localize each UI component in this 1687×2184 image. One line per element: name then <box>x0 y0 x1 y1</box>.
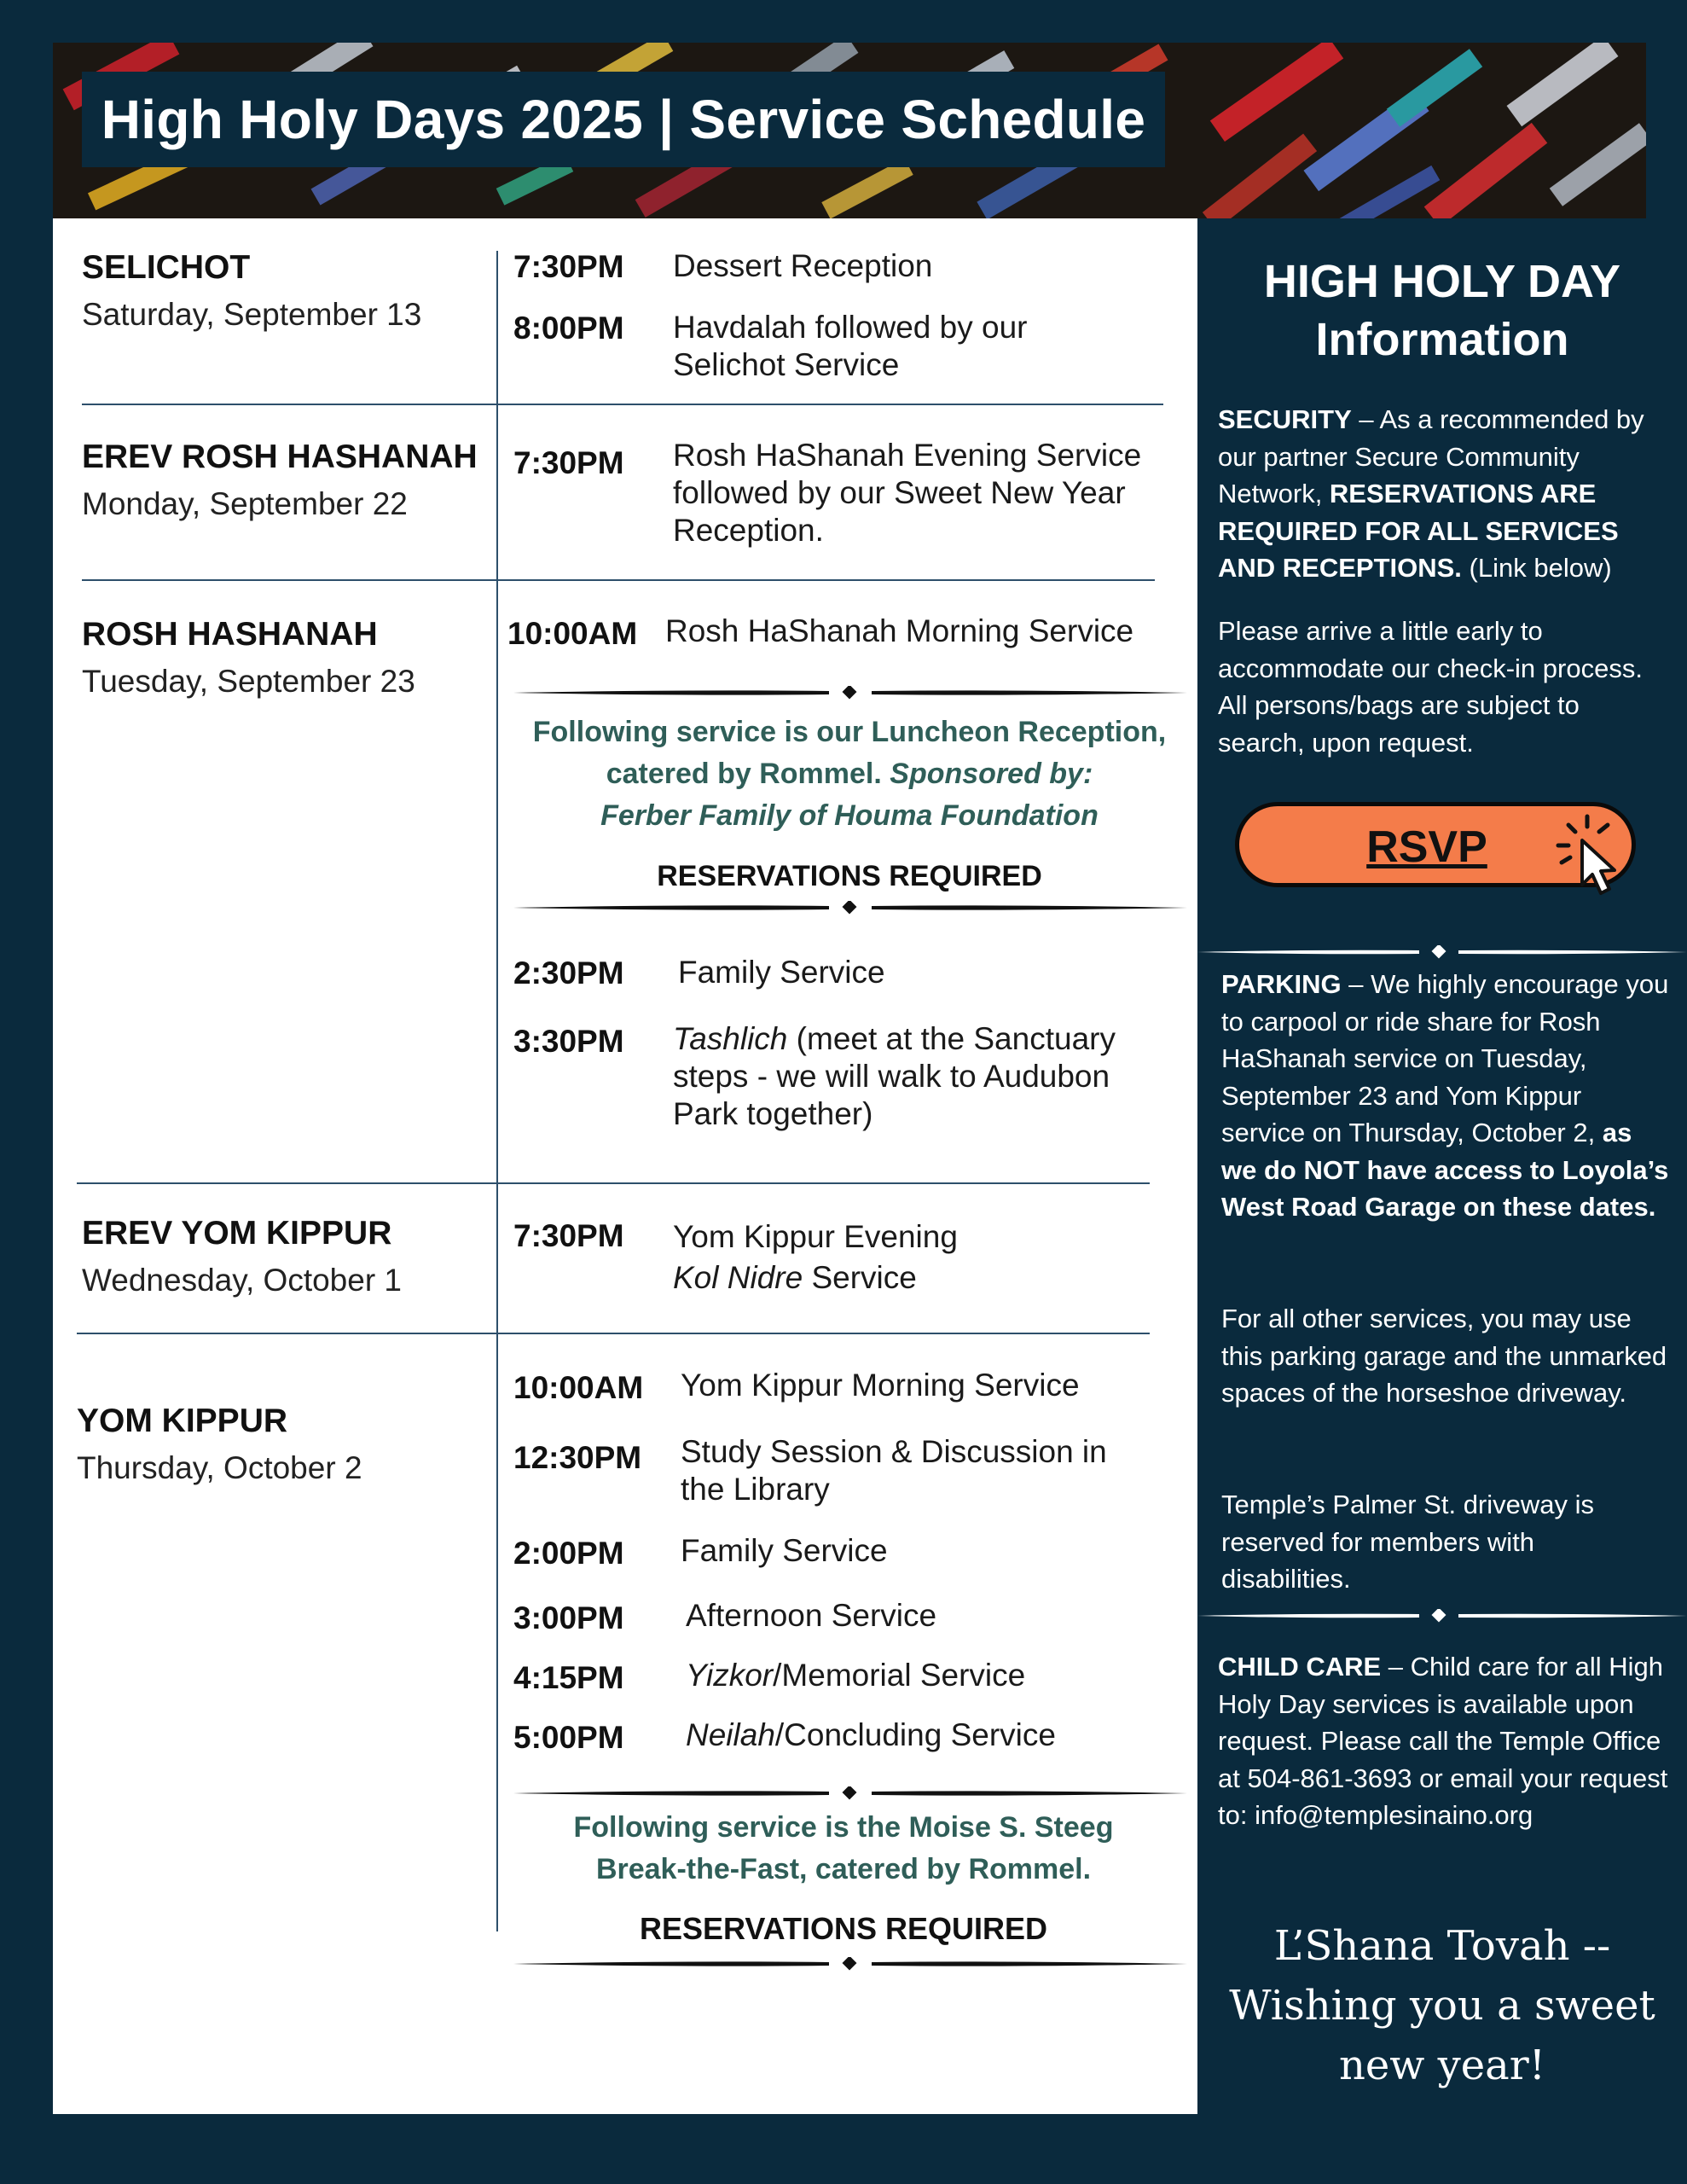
rsvp-label: RSVP <box>1366 822 1487 872</box>
section-name: ROSH HASHANAH <box>82 616 378 653</box>
click-cursor-icon <box>1543 813 1637 898</box>
event-time: 12:30PM <box>513 1440 642 1475</box>
event-time: 7:30PM <box>513 1218 624 1253</box>
event-description: Havdalah followed by our Selichot Service <box>673 310 1028 382</box>
event-description: Tashlich (meet at the Sanctuary steps - we will walk to Audubon Park together) <box>673 1021 1116 1131</box>
event-time: 3:00PM <box>513 1600 624 1635</box>
event-description: Afternoon Service <box>686 1598 937 1633</box>
event-description: Family Service <box>681 1533 888 1568</box>
event-description: Study Session & Discussion in the Library <box>681 1434 1107 1507</box>
section-name: SELICHOT <box>82 249 251 286</box>
event-description: Yizkor/Memorial Service <box>686 1658 1026 1693</box>
shana-tovah-greeting: L’Shana Tovah -- Wishing you a sweet new year! <box>1229 1922 1655 2089</box>
ornament-divider <box>513 901 1187 915</box>
section-rule <box>77 1333 1150 1334</box>
reservations-required-label: RESERVATIONS REQUIRED <box>657 860 1042 892</box>
page-title-box <box>82 72 1165 167</box>
child-care-info: CHILD CARE – Child care for all High Holy Day services is available upon request. Please call the Temple Office at 504-861-3693 or email your request to: info@templesinaino.org <box>1218 1652 1668 1830</box>
section-name: YOM KIPPUR <box>77 1403 288 1439</box>
event-time: 7:30PM <box>513 249 624 284</box>
event-time: 2:30PM <box>513 956 624 990</box>
section-date: Wednesday, October 1 <box>82 1263 403 1298</box>
ornament-divider <box>513 1957 1187 1971</box>
event-description: Yom Kippur Evening Kol Nidre Service <box>673 1219 958 1295</box>
break-fast-note: Following service is the Moise S. Steeg Break-the-Fast, catered by Rommel. <box>573 1811 1114 1885</box>
header-banner <box>53 43 1646 218</box>
section-rule <box>82 579 1155 581</box>
parking-palmer-info: Temple’s Palmer St. driveway is reserved for members with disabilities. <box>1221 1490 1595 1594</box>
event-time: 5:00PM <box>513 1720 624 1755</box>
event-time: 2:00PM <box>513 1536 624 1571</box>
section-date: Thursday, October 2 <box>77 1450 362 1485</box>
section-date: Tuesday, September 23 <box>82 664 415 699</box>
ornament-divider <box>513 1786 1187 1800</box>
parking-other-info: For all other services, you may use this parking garage and the unmarked spaces of the horseshoe driveway. <box>1221 1304 1667 1408</box>
event-description: Family Service <box>678 955 885 990</box>
event-description: Yom Kippur Morning Service <box>681 1368 1080 1403</box>
page-title: High Holy Days 2025 | Service Schedule <box>101 89 1146 150</box>
info-sidebar <box>1197 218 1687 2114</box>
column-divider <box>496 251 498 1931</box>
event-time: 8:00PM <box>513 311 624 346</box>
event-time: 10:00AM <box>507 616 638 651</box>
section-rule <box>82 404 1163 405</box>
event-description: Dessert Reception <box>673 248 933 283</box>
reservations-required-label: RESERVATIONS REQUIRED <box>639 1911 1048 1946</box>
event-time: 3:30PM <box>513 1024 624 1059</box>
event-description: Neilah/Concluding Service <box>686 1717 1056 1752</box>
parking-info: PARKING – We highly encourage you to carpool or ride share for Rosh HaShanah service on Tuesday, September 23 and Yom Kippur service on Thursday, October 2, as we do NOT have access to Loyola’s West Road Garage on these dates. <box>1221 969 1669 1222</box>
event-time: 4:15PM <box>513 1660 624 1695</box>
section-name: EREV ROSH HASHANAH <box>82 439 478 475</box>
event-description: Rosh HaShanah Evening Service followed by our Sweet New Year Reception. <box>673 438 1142 548</box>
ornament-divider <box>1197 945 1687 959</box>
section-date: Saturday, September 13 <box>82 297 422 332</box>
section-rule <box>77 1182 1150 1184</box>
ornament-divider <box>513 686 1187 700</box>
arrival-info: Please arrive a little early to accommodate our check-in process. All persons/bags are subject to search, upon request. <box>1218 616 1643 758</box>
event-time: 7:30PM <box>513 445 624 480</box>
security-info: SECURITY – As a recommended by our partner Secure Community Network, RESERVATIONS ARE REQUIRED FOR ALL SERVICES AND RECEPTIONS. (Link below) <box>1218 404 1644 583</box>
sidebar-title: HIGH HOLY DAY Information <box>1263 256 1621 365</box>
event-time: 10:00AM <box>513 1370 644 1405</box>
luncheon-note: Following service is our Luncheon Reception, catered by Rommel. Sponsored by: Ferber Family of Houma Foundation <box>532 716 1167 832</box>
section-date: Monday, September 22 <box>82 486 408 521</box>
event-description: Rosh HaShanah Morning Service <box>665 613 1134 648</box>
ornament-divider <box>1197 1609 1687 1623</box>
section-name: EREV YOM KIPPUR <box>82 1215 392 1252</box>
schedule-panel <box>53 218 1197 2114</box>
rsvp-button[interactable] <box>1235 802 1636 887</box>
